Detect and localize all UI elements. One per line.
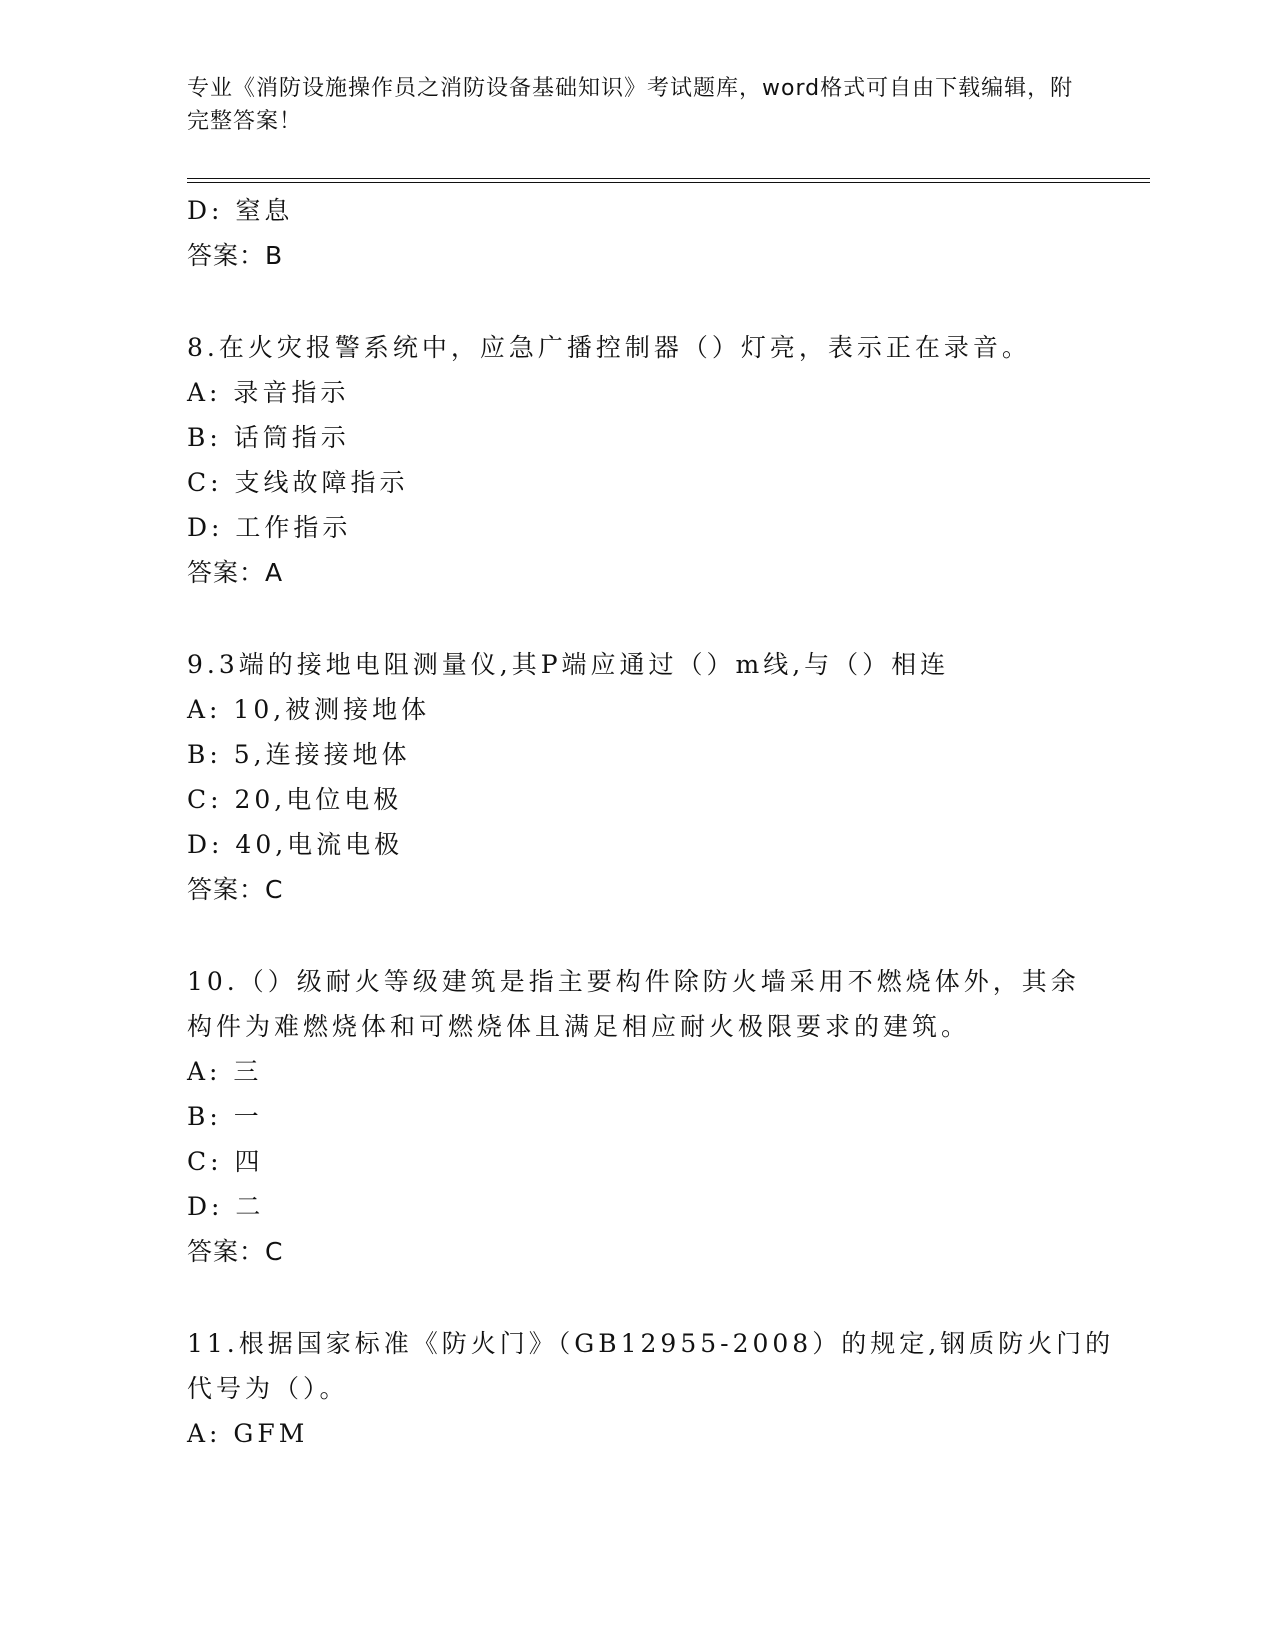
question-gap — [187, 1274, 1087, 1321]
question-8 — [187, 325, 1087, 595]
option-a: A: 10,被测接地体 — [187, 695, 431, 724]
option-d: D: 二 — [187, 1192, 265, 1221]
answer-line: 答案：A — [187, 558, 284, 587]
option-a: A: 录音指示 — [187, 378, 350, 407]
question-stem: 8.在火灾报警系统中，应急广播控制器（）灯亮，表示正在录音。 — [187, 333, 1031, 362]
answer-line: 答案：C — [187, 875, 284, 904]
option-c: C: 四 — [187, 1147, 264, 1176]
header-rule-bottom — [187, 182, 1150, 183]
option-b: B: 话筒指示 — [187, 423, 350, 452]
question-content — [187, 188, 1115, 1456]
option-c: C: 支线故障指示 — [187, 468, 409, 497]
question-stem-line-2: 构件为难燃烧体和可燃烧体且满足相应耐火极限要求的建筑。 — [187, 1012, 971, 1041]
question-10 — [187, 959, 1087, 1274]
question-gap — [187, 278, 1087, 325]
question-9 — [187, 642, 1087, 912]
option-a: A: GFM — [187, 1419, 309, 1448]
question-stem-line-2: 代号为（）。 — [187, 1374, 349, 1403]
option-d: D: 工作指示 — [187, 513, 352, 542]
answer-line: 答案：B — [187, 241, 284, 270]
question-stem: 9.3端的接地电阻测量仪,其P端应通过（）m线,与（）相连 — [187, 650, 950, 679]
option-c: C: 20,电位电极 — [187, 785, 403, 814]
answer-line: 答案：C — [187, 1237, 284, 1266]
question-gap — [187, 595, 1087, 642]
option-b: B: 5,连接接地体 — [187, 740, 411, 769]
header-rule-top — [187, 178, 1150, 179]
document-header: 专业《消防设施操作员之消防设备基础知识》考试题库，word格式可自由下载编辑，附完整答案！ — [187, 76, 1074, 134]
question-11 — [187, 1321, 1115, 1456]
question-stem-line-1: 10.（）级耐火等级建筑是指主要构件除防火墙采用不燃烧体外，其余 — [187, 967, 1080, 996]
option-d: D: 40,电流电极 — [187, 830, 404, 859]
question-gap — [187, 912, 1087, 959]
option-d: D: 窒息 — [187, 196, 294, 225]
option-a: A: 三 — [187, 1057, 263, 1086]
question-stem-line-1: 11.根据国家标准《防火门》（GB12955-2008）的规定,钢质防火门的 — [187, 1329, 1115, 1358]
option-b: B: 一 — [187, 1102, 263, 1131]
